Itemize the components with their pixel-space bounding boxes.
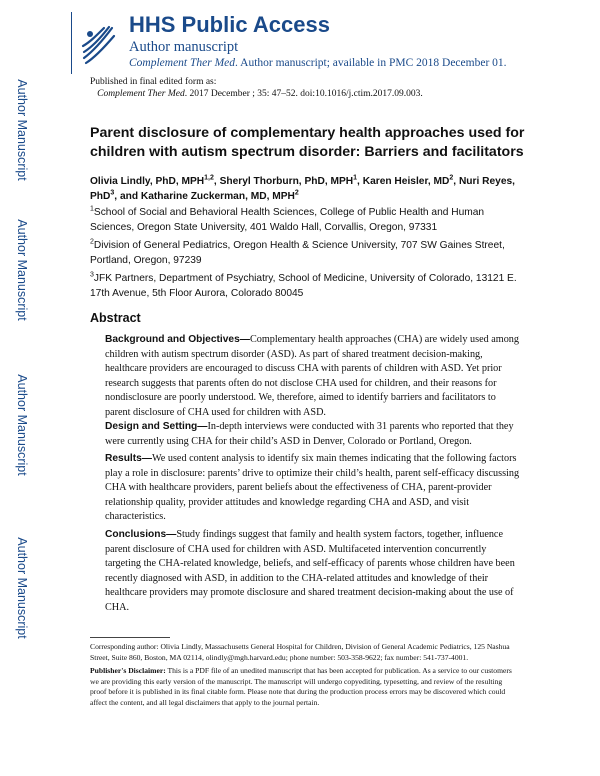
- side-label-author-manuscript: Author Manuscript: [15, 374, 29, 476]
- abstract-section-conclusions: Conclusions—Study findings suggest that family and health system factors, together, influence parent disclosure of CHA used for children with ASD. Multifaceted intervention concurrently targeting the CHA-related knowledge, beliefs, and self-efficacy of parents whose children have been recently diagnosed with ASD, in addition to the CHA-related attitudes and knowledge of their healthcare providers may promote disclosure and shared treatment decision-making about the use of CHA.: [105, 529, 515, 613]
- affiliation: $^2$Division of General Pediatrics, Oregon Health & Science University, 707 SW Gaines Street, Portland, Oregon, 97239: [90, 238, 505, 266]
- citation-details: . 2017 December ; 35: 47–52. doi:10.1016/j.ctim.2017.09.003.: [184, 89, 423, 99]
- author: Olivia Lindly, PhD, MPH$^{1,2}$,: [90, 174, 220, 187]
- abstract-heading: Abstract: [90, 311, 141, 325]
- side-label-author-manuscript: Author Manuscript: [15, 537, 29, 639]
- author: Nuri Reyes, PhD$^3$, and: [90, 176, 515, 202]
- abstract-section-background: Background and Objectives—Complementary health approaches (CHA) are widely used among children with autism spectrum disorder (ASD). As part of shared treatment decision-making, healthcare providers are encouraged to discuss CHA with parents of children with ASD. Yet prior research suggests that parents often do not disclose CHA used for children, and their reasons for nondisclosure are poorly understood. We, therefore, aimed to identify barriers and facilitators to parent disclosure of CHA used for children with ASD.: [105, 334, 519, 418]
- availability-note: . Author manuscript; available in PMC 2018 December 01.: [235, 57, 507, 69]
- affiliation: $^1$School of Social and Behavioral Health Sciences, College of Public Health and Human Sciences, Oregon State University, 401 Waldo Hall, Corvallis, Oregon, 97331: [90, 205, 485, 233]
- article-title: Parent disclosure of complementary health approaches used for children with autism spectrum disorder: Barriers and facilitators: [90, 125, 525, 160]
- author: Katharine Zuckerman, MD, MPH$^2$: [140, 189, 299, 202]
- hhs-eagle-logo-icon: [80, 22, 116, 66]
- publisher-disclaimer: Publisher's Disclaimer: This is a PDF file of an unedited manuscript that has been accepted for publication. As a service to our customers we are providing this early version of the manuscript. The manuscript will undergo copyediting, typesetting, and review of the resulting proof before it is published in its final citable form. Please note that during the production process errors may be discovered which could affect the content, and all legal disclaimers that apply to the journal pertain.: [90, 666, 512, 707]
- published-final-label: Published in final edited form as:: [90, 77, 217, 87]
- side-label-author-manuscript: Author Manuscript: [15, 219, 29, 321]
- side-label-author-manuscript: Author Manuscript: [15, 79, 29, 181]
- author: Sheryl Thorburn, PhD, MPH$^1$,: [219, 174, 363, 187]
- author: Karen Heisler, $MD^2$,: [362, 174, 459, 187]
- author-manuscript-label: Author manuscript: [129, 39, 239, 55]
- abstract-section-results: Results—We used content analysis to identify six main themes indicating that the following factors play a role in disclosure: parents’ drive to optimize their child’s health, parent self-efficacy discussing CHA with healthcare providers, parent beliefs about the effectiveness of CHA, parent-provider relationship quality, provider attitudes and knowledge regarding CHA and ASD, and visit characteristics.: [105, 453, 520, 523]
- affiliation: $^3$JFK Partners, Department of Psychiatry, School of Medicine, University of Colorado, 13121 E. 17th Avenue, 5th Floor Aurora, Colorado 80045: [90, 271, 517, 299]
- corresponding-author-note: Corresponding author: Olivia Lindly, Massachusetts General Hospital for Children, Division of General Academic Pediatrics, 125 Nashua Street, Suite 860, Boston, MA 02114, olindly@mgh.harvard.edu; phone number: 503-358-9622; fax number: 541-737-4001.: [90, 642, 510, 662]
- footnote-rule: [90, 637, 170, 638]
- hhs-public-access-title: HHS Public Access: [129, 12, 330, 37]
- citation: [90, 89, 423, 99]
- citation-journal: Complement Ther Med: [97, 89, 185, 99]
- journal-name: Complement Ther Med: [129, 57, 236, 69]
- author-list: [90, 174, 530, 204]
- availability-line: [129, 57, 507, 69]
- header-divider: [71, 12, 72, 74]
- abstract-section-design: Design and Setting—In-depth interviews were conducted with 31 parents who reported that they were currently using CHA for their child’s ASD in Denver, Colorado or Portland, Oregon.: [105, 421, 514, 447]
